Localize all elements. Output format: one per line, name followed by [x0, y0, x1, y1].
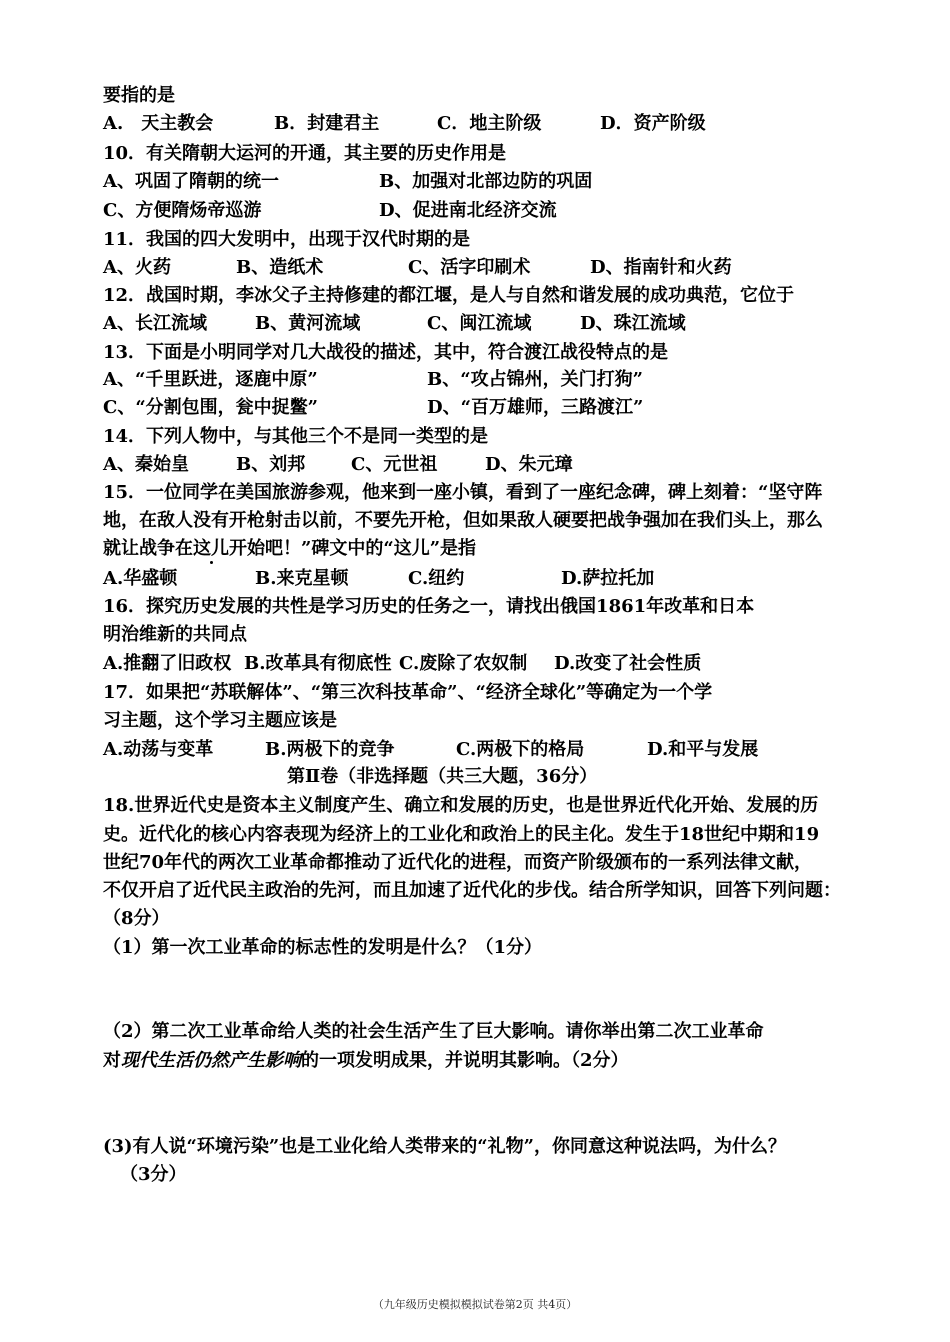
q17-option-a: A.动荡与变革 [103, 739, 214, 760]
q11-option-b: B、造纸术 [236, 257, 324, 278]
q12-options [103, 312, 803, 336]
q13-stem: 13．下面是小明同学对几大战役的描述，其中，符合渡江战役特点的是 [103, 342, 669, 363]
q16-option-b: B.改革具有彻底性 [244, 653, 392, 674]
q9-option-c: C．地主阶级 [437, 113, 542, 134]
q15-option-a: A.华盛顿 [103, 568, 178, 589]
q18-sub1: （1）第一次工业革命的标志性的发明是什么？（1分） [103, 937, 543, 958]
q12-option-d: D、珠江流域 [580, 313, 686, 334]
q14-stem: 14．下列人物中，与其他三个不是同一类型的是 [103, 426, 489, 447]
q10-stem: 10．有关隋朝大运河的开通，其主要的历史作用是 [103, 143, 507, 164]
q11-option-a: A、火药 [103, 257, 171, 278]
q18-stem-line4: 不仅开启了近代民主政治的先河，而且加速了近代化的步伐。结合所学知识，回答下列问题： [103, 880, 841, 901]
q15-option-b: B.来克星顿 [255, 568, 349, 589]
q17-option-b: B.两极下的竞争 [265, 739, 395, 760]
q11-option-c: C、活字印刷术 [408, 257, 531, 278]
emphasis-dotted-text: 这儿 [193, 538, 229, 559]
q18-stem-line2: 史。近代化的核心内容表现为经济上的工业化和政治上的民主化。发生于18世纪中期和19 [103, 824, 820, 845]
q13-option-b: B、“攻占锦州，关门打狗” [427, 369, 643, 390]
q12-option-c: C、闽江流域 [427, 313, 532, 334]
q17-option-c: C.两极下的格局 [456, 739, 585, 760]
q15-stem-line1: 15．一位同学在美国旅游参观，他来到一座小镇，看到了一座纪念碑，碑上刻着：“坚守阵 [103, 482, 823, 503]
q16-options [103, 652, 803, 676]
q10-option-c: C、方便隋炀帝巡游 [103, 200, 262, 221]
q12-option-a: A、长江流域 [103, 313, 207, 334]
q16-stem-line1: 16．探究历史发展的共性是学习历史的任务之一，请找出俄国1861年改革和日本 [103, 596, 755, 617]
q9-options [103, 112, 803, 136]
q15-option-d: D.萨拉托加 [561, 568, 655, 589]
q18-stem-line3: 世纪70年代的两次工业革命都推动了近代化的进程，而资产阶级颁布的一系列法律文献， [103, 852, 813, 873]
emphasis-italic-text: 现代生活仍然产生影响 [121, 1050, 301, 1071]
q13-option-a: A、“千里跃进，逐鹿中原” [103, 369, 318, 390]
q18-stem-line5: （8分） [103, 908, 170, 929]
section-2-title: 第Ⅱ卷（非选择题（共三大题，36分） [287, 766, 598, 787]
q9-option-b: B．封建君主 [274, 113, 380, 134]
q15-options [103, 567, 803, 591]
q16-stem-line2: 明治维新的共同点 [103, 624, 247, 645]
q18-stem-line1: 18.世界近代史是资本主义制度产生、确立和发展的历史，也是世界近代化开始、发展的历 [103, 795, 819, 816]
q11-stem: 11．我国的四大发明中，出现于汉代时期的是 [103, 229, 471, 250]
q10-option-b: B、加强对北部边防的巩固 [379, 171, 593, 192]
q13-options-row1 [103, 368, 803, 392]
q10-option-a: A、巩固了隋朝的统一 [103, 171, 279, 192]
q12-option-b: B、黄河流域 [255, 313, 361, 334]
q10-options-row2 [103, 199, 803, 223]
q12-stem: 12．战国时期，李冰父子主持修建的都江堰，是人与自然和谐发展的成功典范，它位于 [103, 285, 795, 306]
q16-option-c: C.废除了农奴制 [399, 653, 528, 674]
q15-stem-line3: 就让战争在这儿开始吧！”碑文中的“这儿”是指 [103, 538, 477, 559]
q9-stem-tail: 要指的是 [103, 85, 175, 106]
q18-sub2-line1: （2）第二次工业革命给人类的社会生活产生了巨大影响。请你举出第二次工业革命 [103, 1021, 764, 1042]
q16-option-d: D.改变了社会性质 [554, 653, 702, 674]
q14-option-b: B、刘邦 [236, 454, 306, 475]
q15-stem-line2: 地，在敌人没有开枪射击以前，不要先开枪，但如果敌人硬要把战争强加在我们头上，那么 [103, 510, 823, 531]
q16-option-a: A.推翻了旧政权 [103, 653, 232, 674]
q14-options [103, 453, 803, 477]
q18-sub3-line2: （3分） [120, 1164, 187, 1185]
q11-option-d: D、指南针和火药 [590, 257, 732, 278]
page-footer: （九年级历史模拟模拟试卷第2页 共4页） [372, 1298, 578, 1311]
q13-options-row2 [103, 396, 803, 420]
q14-option-d: D、朱元璋 [485, 454, 573, 475]
q17-option-d: D.和平与发展 [647, 739, 759, 760]
q15-option-c: C.纽约 [408, 568, 465, 589]
q17-options [103, 738, 803, 762]
q17-stem-line2: 习主题，这个学习主题应该是 [103, 710, 337, 731]
q14-option-c: C、元世祖 [351, 454, 438, 475]
q18-sub3-line1: (3)有人说“环境污染”也是工业化给人类带来的“礼物”，你同意这种说法吗，为什么？ [103, 1136, 786, 1157]
q18-sub2-line2: 对现代生活仍然产生影响的一项发明成果，并说明其影响。（2分） [103, 1050, 629, 1071]
q17-stem-line1: 17．如果把“苏联解体”、“第三次科技革命”、“经济全球化”等确定为一个学 [103, 682, 713, 703]
q14-option-a: A、秦始皇 [103, 454, 189, 475]
q11-options [103, 256, 803, 280]
q10-options-row1 [103, 170, 803, 194]
q9-option-d: D．资产阶级 [600, 113, 706, 134]
q13-option-d: D、“百万雄师，三路渡江” [427, 397, 644, 418]
q13-option-c: C、“分割包围，瓮中捉鳖” [103, 397, 319, 418]
q10-option-d: D、促进南北经济交流 [379, 200, 557, 221]
q9-option-a: A. 天主教会 [103, 113, 214, 134]
